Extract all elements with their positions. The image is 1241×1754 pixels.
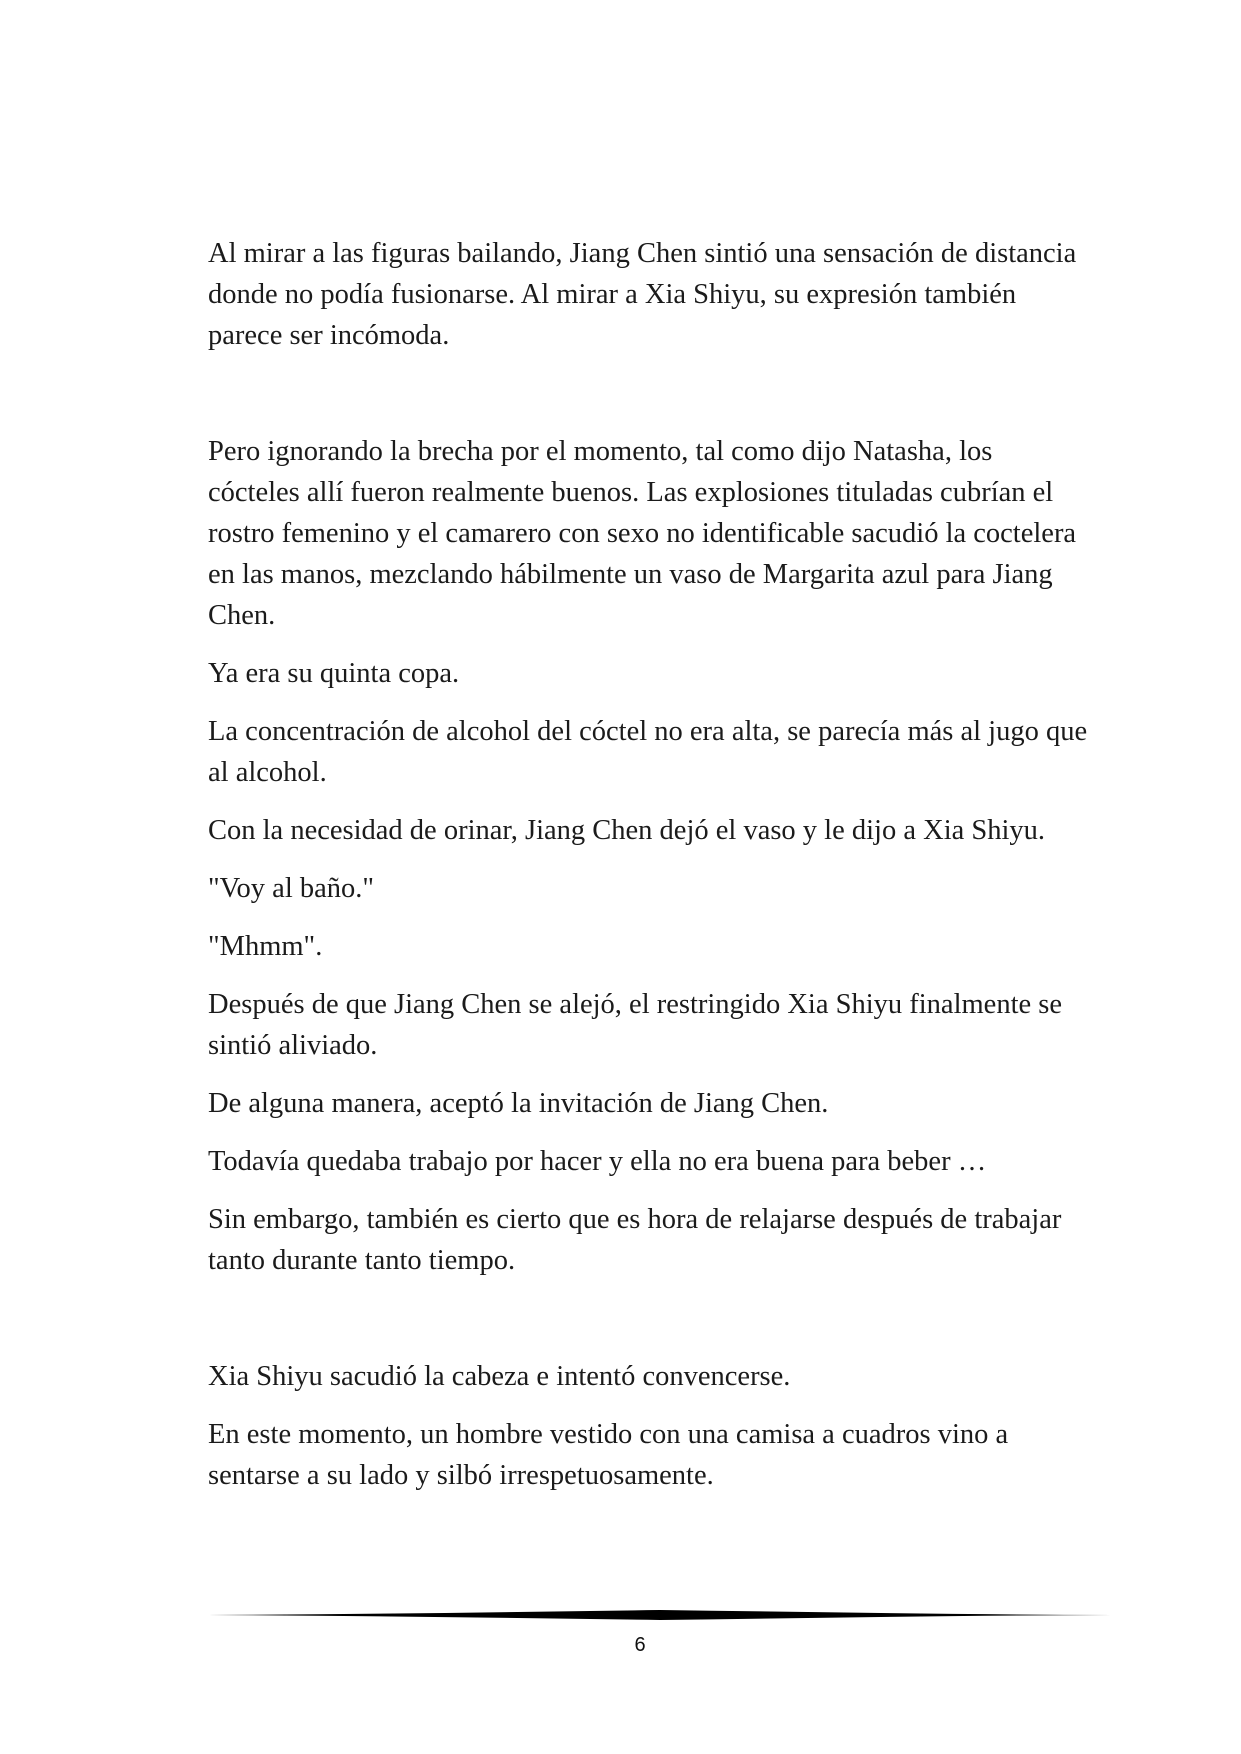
paragraph: De alguna manera, aceptó la invitación de Jiang Chen. [208,1088,829,1119]
paragraph: Xia Shiyu sacudió la cabeza e intentó convencerse. [208,1361,791,1392]
footer-divider [208,1608,1112,1622]
paragraph: La concentración de alcohol del cóctel no era alta, se parecía más al jugo que al alcohol. [208,716,1088,788]
paragraph: Sin embargo, también es cierto que es hora de relajarse después de trabajar tanto durante tanto tiempo. [208,1204,1062,1276]
page-number: 6 [634,1634,646,1656]
paragraph: "Mhmm". [208,931,323,962]
paragraph: Ya era su quinta copa. [208,658,460,689]
paragraph: "Voy al baño." [208,873,375,904]
paragraph: Con la necesidad de orinar, Jiang Chen dejó el vaso y le dijo a Xia Shiyu. [208,815,1046,846]
paragraph: Después de que Jiang Chen se alejó, el restringido Xia Shiyu finalmente se sintió aliviado. [208,989,1062,1061]
body-text [208,233,1088,1513]
paragraph: Al mirar a las figuras bailando, Jiang Chen sintió una sensación de distancia donde no podía fusionarse. Al mirar a Xia Shiyu, su expresión también parece ser incómoda. [208,238,1077,351]
paragraph: En este momento, un hombre vestido con una camisa a cuadros vino a sentarse a su lado y silbó irrespetuosamente. [208,1419,1009,1491]
paragraph: Pero ignorando la brecha por el momento, tal como dijo Natasha, los cócteles allí fueron realmente buenos. Las explosiones tituladas cubrían el rostro femenino y el camarero con sexo no identificable sacudió la coctelera en las manos, mezclando hábilmente un vaso de Margarita azul para Jiang Chen. [208,436,1077,631]
paragraph: Todavía quedaba trabajo por hacer y ella no era buena para beber … [208,1146,987,1177]
